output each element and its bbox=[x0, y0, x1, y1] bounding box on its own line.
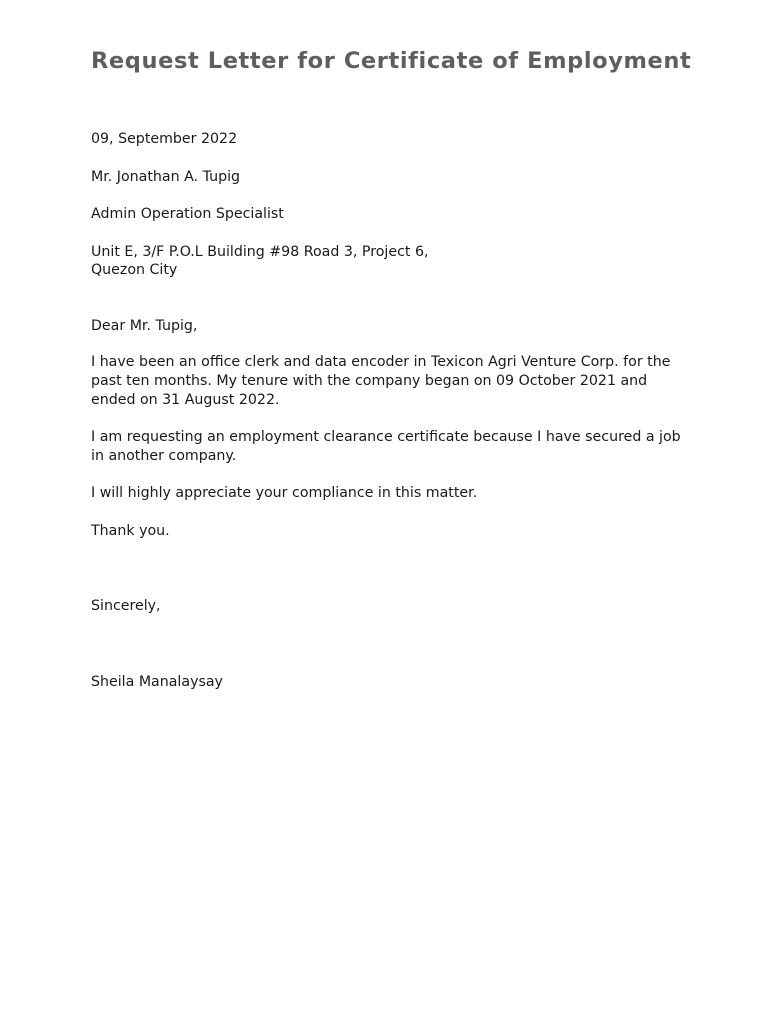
recipient-position: Admin Operation Specialist bbox=[91, 206, 284, 222]
letter-date: 09, September 2022 bbox=[91, 131, 238, 147]
body-paragraph-1-line-1: I have been an office clerk and data encoder in Texicon Agri Venture Corp. for the bbox=[91, 354, 671, 370]
closing: Sincerely, bbox=[91, 598, 161, 614]
body-paragraph-1-line-3: ended on 31 August 2022. bbox=[91, 392, 280, 408]
recipient-name: Mr. Jonathan A. Tupig bbox=[91, 169, 241, 185]
body-paragraph-3: I will highly appreciate your compliance in this matter. bbox=[91, 485, 478, 501]
body-paragraph-1-line-2: past ten months. My tenure with the company began on 09 October 2021 and bbox=[91, 373, 648, 389]
recipient-address-line2: Quezon City bbox=[91, 262, 178, 278]
body-paragraph-2-line-1: I am requesting an employment clearance certificate because I have secured a job bbox=[91, 429, 681, 445]
salutation: Dear Mr. Tupig, bbox=[91, 318, 198, 334]
signature-name: Sheila Manalaysay bbox=[91, 674, 223, 690]
recipient-address-line1: Unit E, 3/F P.O.L Building #98 Road 3, Project 6, bbox=[91, 244, 429, 260]
letter-title: Request Letter for Certificate of Employment bbox=[91, 48, 692, 74]
body-paragraph-2-line-2: in another company. bbox=[91, 448, 237, 464]
thank-you-line: Thank you. bbox=[91, 523, 170, 539]
